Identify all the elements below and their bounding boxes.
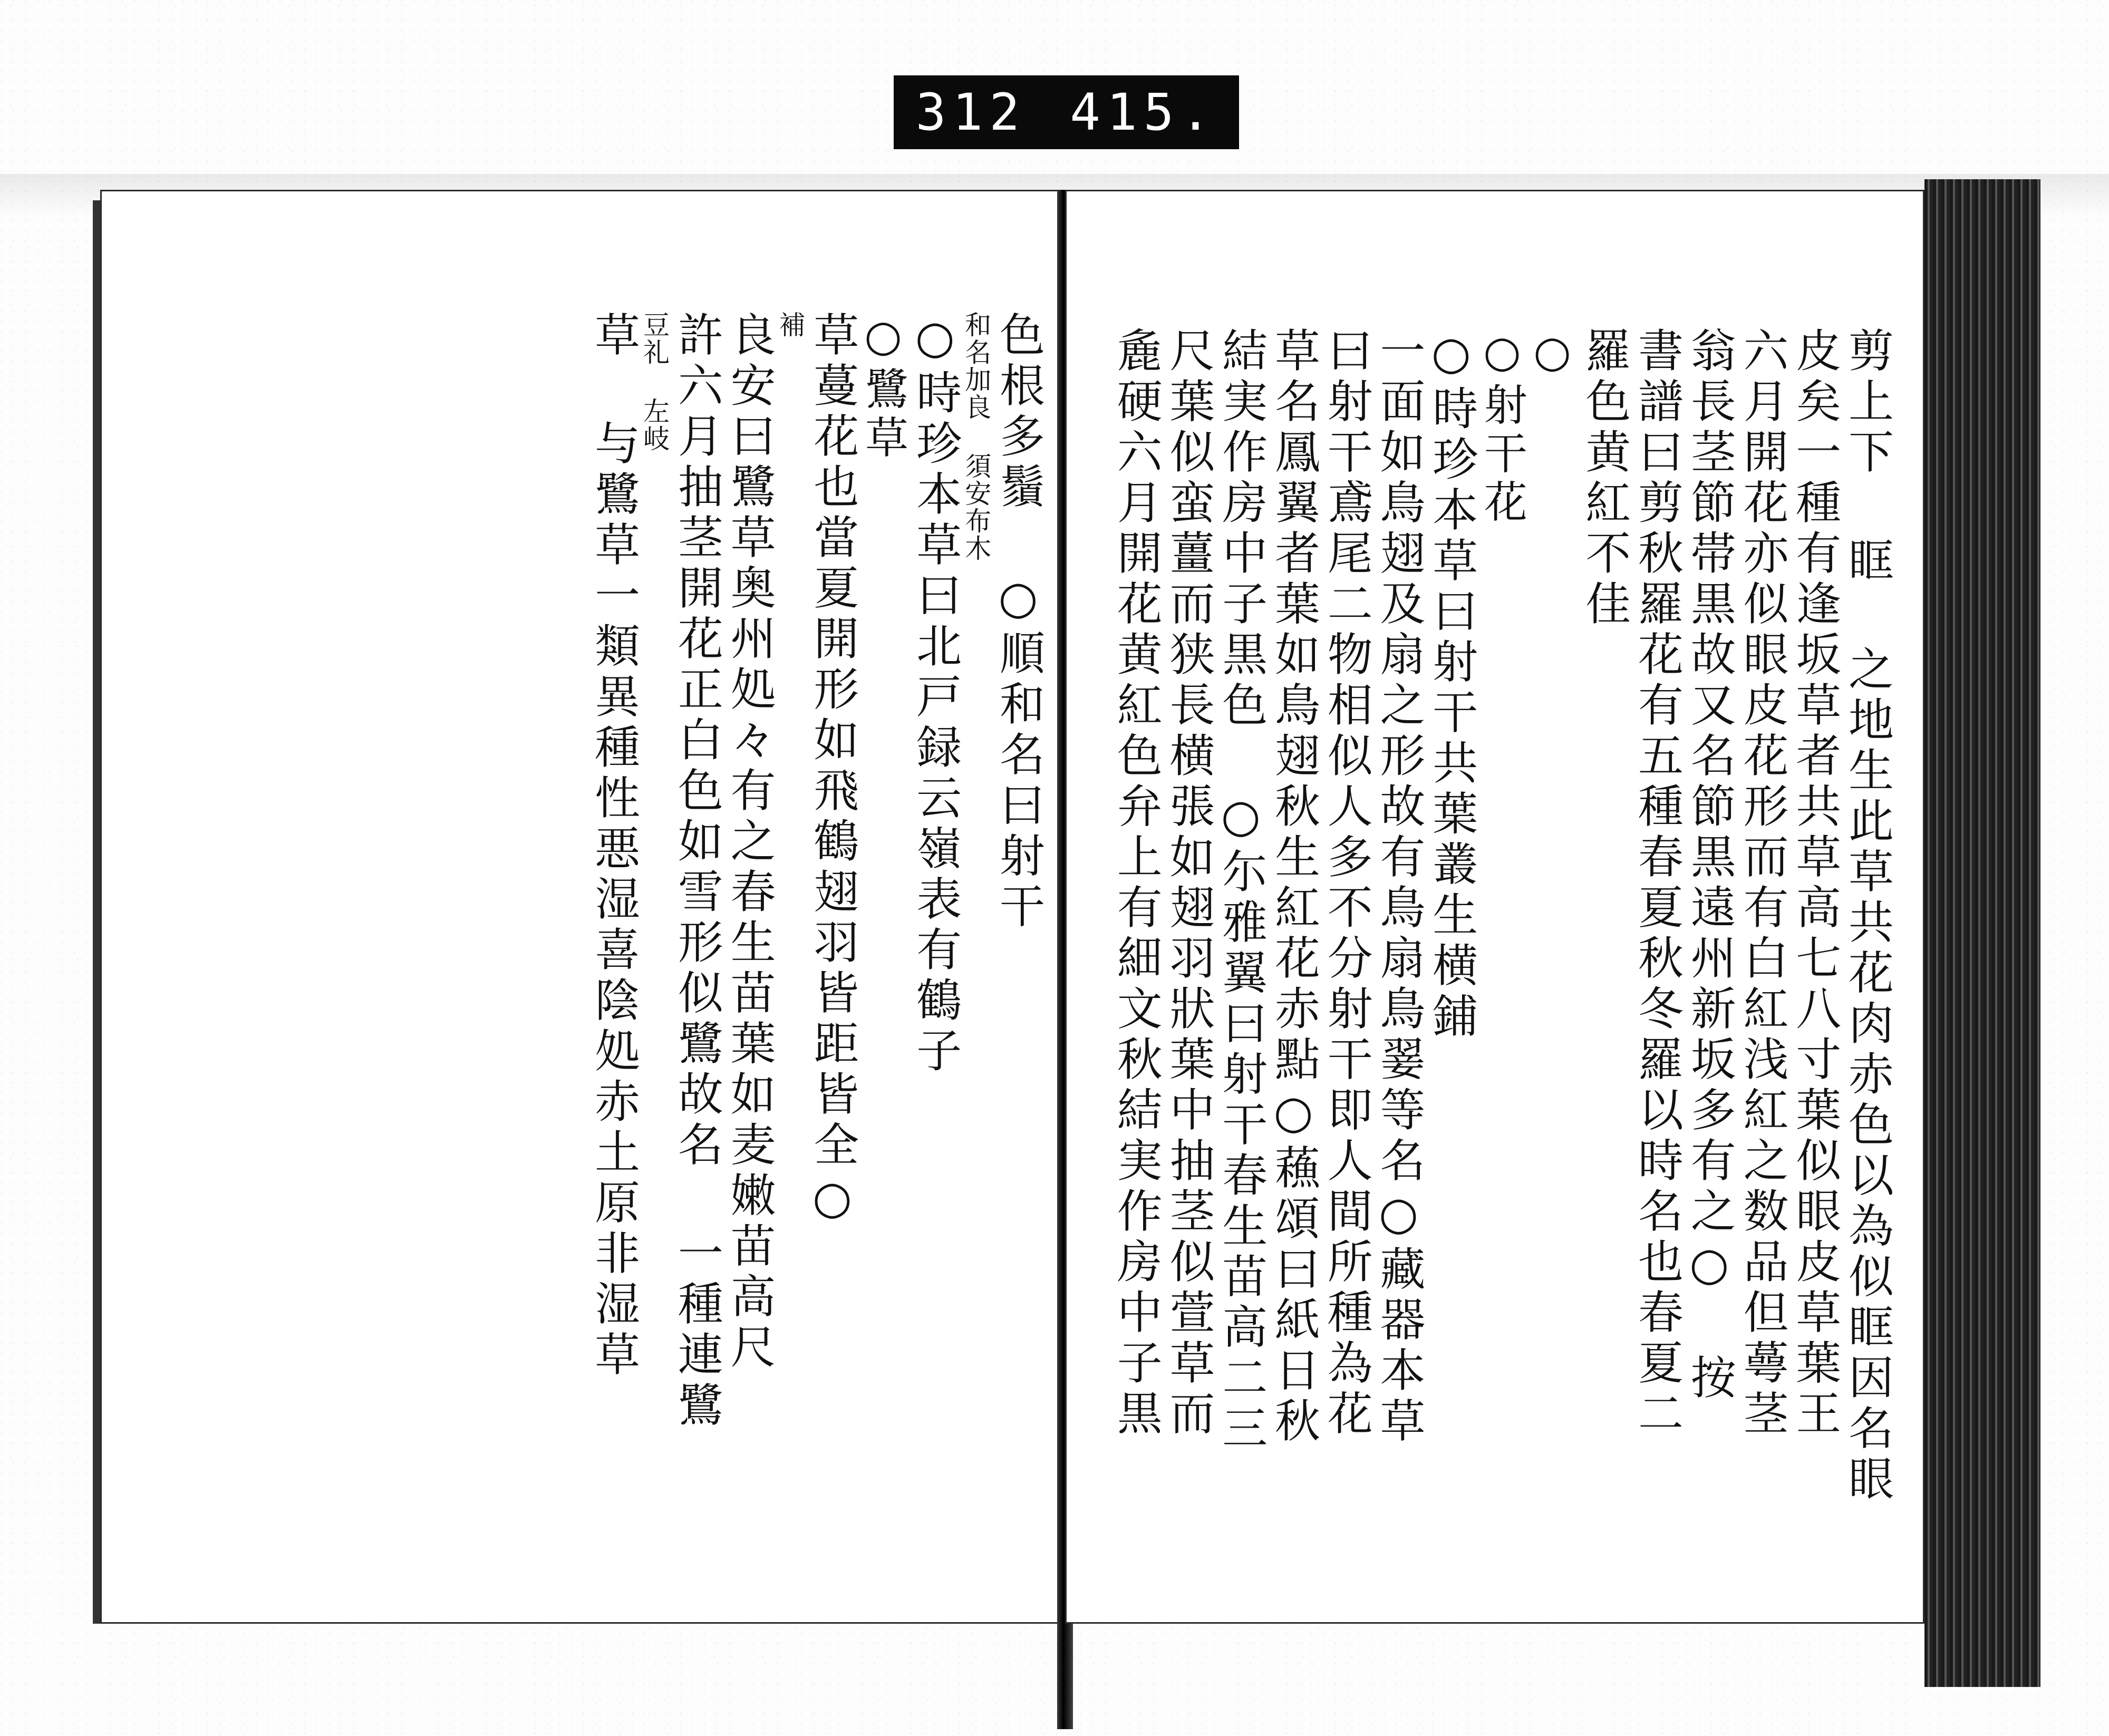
margin-note: 補 bbox=[775, 311, 806, 338]
text-column: 翁長茎節帯黒故又名節黒遠州新坂多有之○ 按 bbox=[1682, 327, 1736, 1404]
text-column: 曰射干鳶尾二物相似人多不分射干即人間所種為花 bbox=[1319, 327, 1372, 1440]
text-column-note: 和名加良 須安布木 bbox=[961, 311, 992, 562]
left-page bbox=[100, 190, 1065, 1624]
text-column: 良安曰鷺草奥州処々有之春生苗葉如麦嫩苗高尺 bbox=[722, 311, 776, 1374]
right-page-text bbox=[1102, 327, 1893, 1560]
text-column: 結実作房中子黒色 ○尓雅翼曰射干春生苗高二三 bbox=[1214, 327, 1268, 1455]
margin-note: 豆礼 左岐 bbox=[639, 311, 670, 452]
plate-right-number: 415. bbox=[1070, 83, 1217, 142]
section-heading-shaganka: ○射干花 bbox=[1477, 327, 1527, 528]
text-column: 許六月抽茎開花正白色如雪形似鷺故名 一種連鷺 bbox=[670, 311, 723, 1432]
book-fore-edge bbox=[1924, 179, 2040, 1687]
right-page bbox=[1065, 190, 1924, 1624]
plate-left-number: 312 bbox=[915, 83, 1026, 142]
text-column: 草蔓花也當夏開形如飛鶴翅羽皆距皆全○ bbox=[806, 311, 859, 1229]
text-column: 色根多鬚 ○順和名曰射干 bbox=[992, 311, 1044, 933]
text-column: 羅色黄紅不佳 bbox=[1578, 327, 1631, 631]
text-column: 一面如鳥翅及扇之形故有鳥扇鳥翣等名○藏器本草 bbox=[1372, 327, 1425, 1448]
text-column: 書譜曰剪秋羅花有五種春夏秋冬羅以時名也春夏二 bbox=[1630, 327, 1683, 1440]
text-column: 草名鳳翼者葉如鳥翅秋生紅花赤點○蘓頌曰紙日秋 bbox=[1267, 327, 1320, 1448]
left-page-text bbox=[142, 311, 1044, 1560]
section-marker: ○ bbox=[1527, 327, 1578, 382]
text-column: 麁硬六月開花黄紅色弁上有細文秋結実作房中子黒 bbox=[1109, 327, 1162, 1440]
text-column: 六月開花亦似眼皮花形而有白紅浅紅之数品但蕚茎 bbox=[1735, 327, 1788, 1440]
open-book bbox=[100, 190, 2040, 1624]
section-heading-sagisou: ○鷺草 bbox=[858, 311, 908, 463]
text-column: 剪上下 眶 之地生此草共花肉赤色以為似眶因名眼 bbox=[1841, 327, 1893, 1506]
text-column: 草 与鷺草一類異種性悪湿喜陰処赤土原非湿草 bbox=[587, 311, 640, 1381]
text-column: 尺葉似蛮薑而狭長横張如翅羽狀葉中抽茎似萱草而 bbox=[1162, 327, 1215, 1440]
catalog-number-plate bbox=[894, 75, 1239, 149]
text-column: ○時珍本草曰北戸録云嶺表有鶴子 bbox=[908, 311, 962, 1078]
text-column: ○時珍本草曰射干共葉叢生横鋪 bbox=[1425, 327, 1478, 1043]
text-column: 皮矣一種有逢坂草者共草高七八寸葉似眼皮草葉王 bbox=[1788, 327, 1841, 1440]
